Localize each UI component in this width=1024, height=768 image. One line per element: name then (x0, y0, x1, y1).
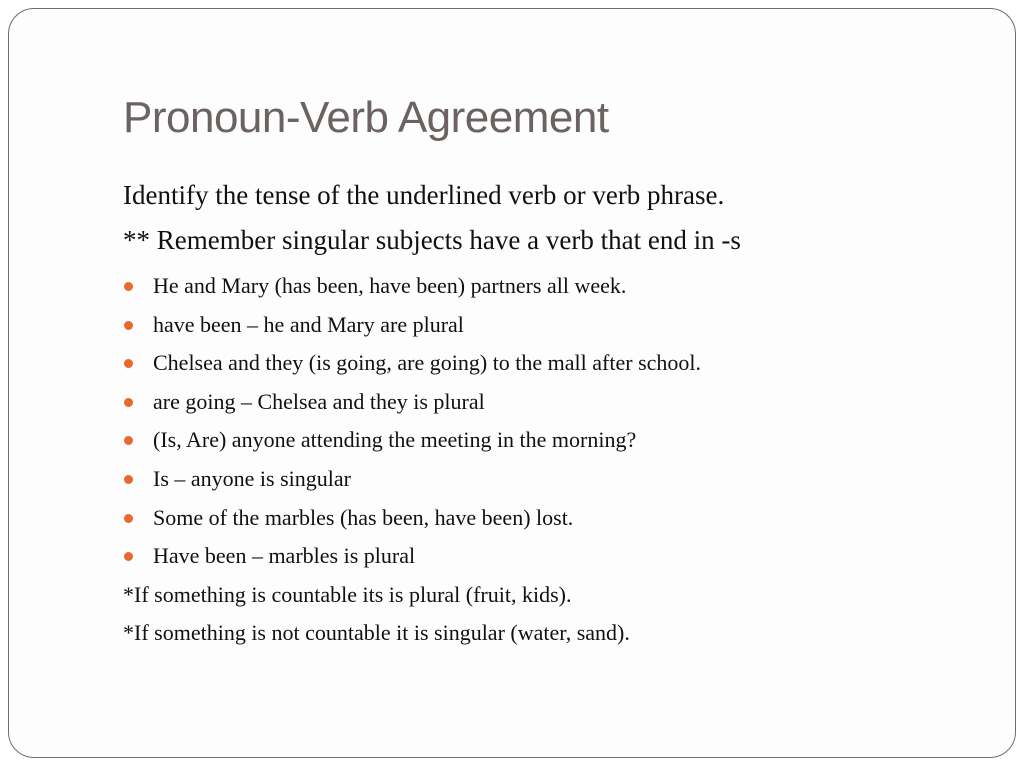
bullet-dot-icon (124, 552, 133, 561)
bullet-text: Chelsea and they (is going, are going) to the mall after school. (153, 350, 702, 376)
bullet-dot-icon (124, 282, 133, 291)
bullet-text: Is – anyone is singular (153, 465, 351, 491)
bullet-item (123, 267, 983, 306)
slide-title: Pronoun-Verb Agreement (123, 93, 609, 142)
bullet-item (123, 383, 983, 422)
bullet-item (123, 344, 983, 383)
bullet-item (123, 537, 983, 576)
bullet-dot-icon (124, 475, 133, 484)
slide-body (123, 173, 983, 653)
bullet-text: He and Mary (has been, have been) partners all week. (153, 273, 627, 298)
bullet-text: Have been – marbles is plural (153, 543, 416, 569)
bullet-item (123, 306, 983, 345)
bullet-item (123, 421, 983, 460)
reminder-line: ** Remember singular subjects have a verb that end in -s (123, 225, 741, 255)
bullet-text: Some of the marbles (has been, have been) lost. (153, 504, 574, 530)
bullet-dot-icon (124, 436, 133, 445)
note-not-countable: *If something is not countable it is singular (water, sand). (123, 620, 630, 646)
slide-frame (8, 8, 1016, 758)
bullet-text: are going – Chelsea and they is plural (153, 388, 485, 414)
instruction-line: Identify the tense of the underlined verb or verb phrase. (123, 180, 725, 210)
bullet-dot-icon (124, 398, 133, 407)
note-countable: *If something is countable its is plural (fruit, kids). (123, 581, 572, 607)
bullet-dot-icon (124, 321, 133, 330)
bullet-item (123, 499, 983, 538)
bullet-item (123, 460, 983, 499)
bullet-dot-icon (124, 359, 133, 368)
bullet-list (123, 267, 983, 576)
bullet-dot-icon (124, 514, 133, 523)
bullet-text: have been – he and Mary are plural (153, 311, 464, 337)
bullet-text: (Is, Are) anyone attending the meeting in the morning? (153, 427, 637, 453)
